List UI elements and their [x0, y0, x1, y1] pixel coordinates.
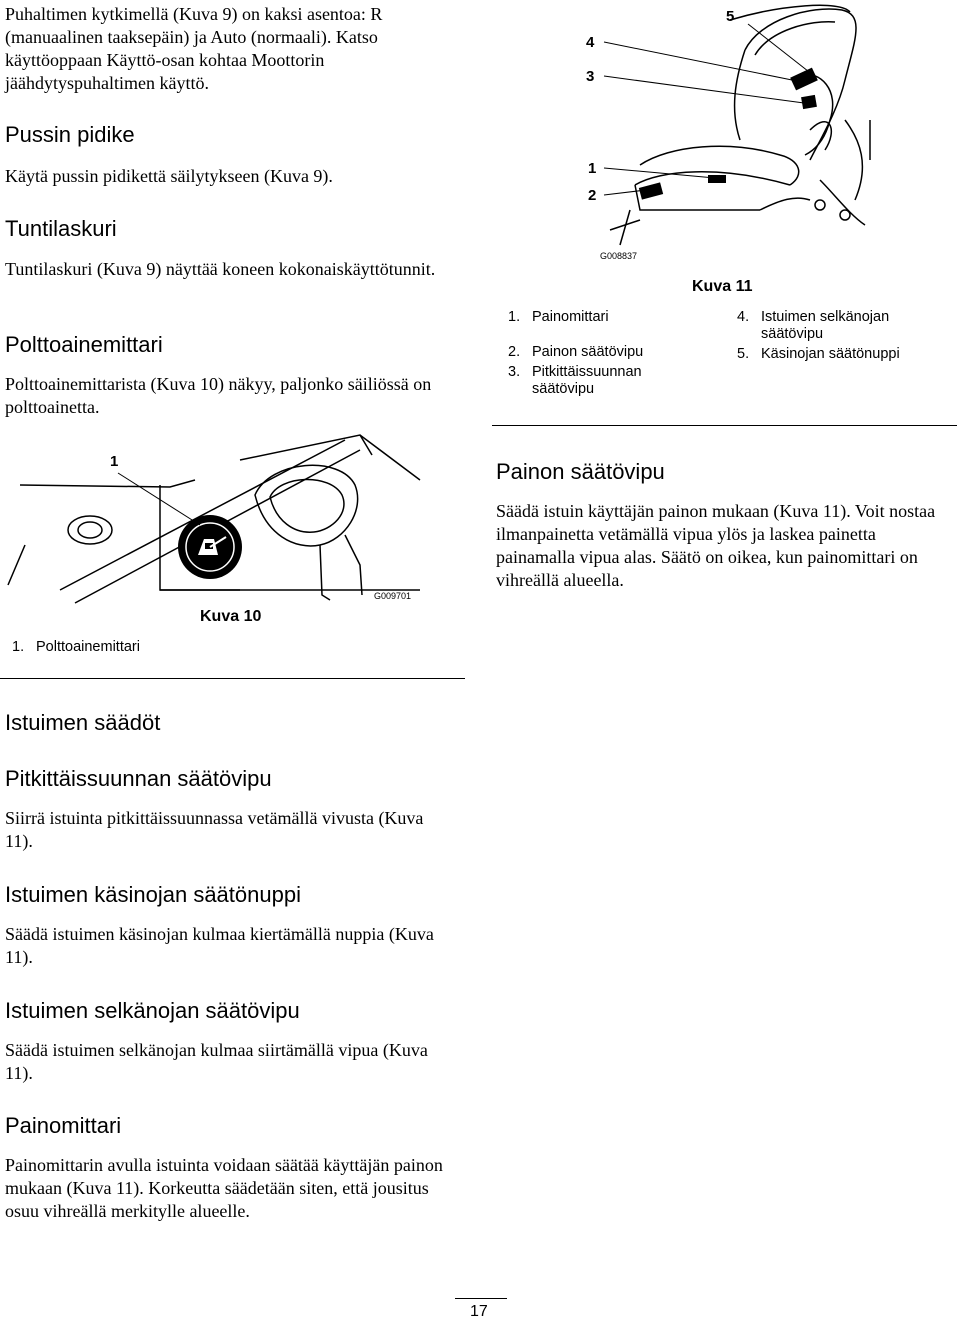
section-text-fuel-gauge: Polttoainemittarista (Kuva 10) näkyy, paljonko säiliössä on polttoainetta.: [5, 374, 432, 417]
section-heading-weight-gauge: Painomittari: [5, 1113, 122, 1138]
page-number-rule: [455, 1298, 507, 1299]
intro-paragraph: Puhaltimen kytkimellä (Kuva 9) on kaksi asentoa: R (manuaalinen taaksepäin) ja Auto (normaali). Katso käyttöoppaan Käyttö-osan kohtaa Moottorin jäähdytyspuhaltimen käyttö.: [5, 4, 383, 93]
legend-item: [508, 309, 728, 326]
section-heading-bag-holder: Pussin pidike: [5, 122, 135, 147]
legend-label: Painon säätövipu: [532, 344, 644, 360]
figure-11-callout-4: 4: [586, 34, 595, 51]
figure-10-code: G009701: [374, 591, 412, 601]
page-number: 17: [470, 1303, 488, 1320]
figure-11: [580, 0, 960, 270]
figure-11-callout-3: 3: [586, 68, 595, 85]
legend-label: Polttoainemittari: [36, 639, 140, 655]
section-heading-fore-aft-lever: Pitkittäissuunnan säätövipu: [5, 766, 272, 791]
figure-10-callout-1: 1: [110, 453, 119, 470]
legend-label: Pitkittäissuunnan säätövipu: [532, 364, 642, 397]
section-heading-backrest-lever: Istuimen selkänojan säätövipu: [5, 998, 300, 1023]
legend-number: 2.: [508, 344, 521, 360]
legend-item: [737, 346, 937, 363]
section-heading-armrest-knob: Istuimen käsinojan säätönuppi: [5, 882, 301, 907]
figure-11-code: G008837: [600, 251, 638, 261]
section-text-weight-lever: Säädä istuin käyttäjän painon mukaan (Kuva 11). Voit nostaa ilmanpainetta vetämällä vipua ylös ja laskea painetta painamalla vipua alas. Säätö on oikea, kun painomittari on vihreällä alueella.: [496, 501, 936, 590]
legend-number: 1.: [12, 639, 25, 655]
section-text-backrest-lever: Säädä istuimen selkänojan kulmaa siirtämällä vipua (Kuva 11).: [5, 1040, 428, 1083]
legend-number: 4.: [737, 309, 750, 325]
figure-11-legend-left: [508, 309, 728, 398]
figure-10: [0, 425, 470, 620]
section-heading-fuel-gauge: Polttoainemittari: [5, 332, 163, 357]
legend-label: Painomittari: [532, 309, 609, 325]
section-heading-weight-lever: Painon säätövipu: [496, 459, 665, 484]
section-heading-hour-meter: Tuntilaskuri: [5, 216, 117, 241]
divider: [0, 678, 465, 679]
legend-item: [508, 344, 728, 361]
legend-number: 5.: [737, 346, 750, 362]
legend-label: Käsinojan säätönuppi: [761, 346, 900, 362]
legend-label: Istuimen selkänojan säätövipu: [761, 309, 890, 342]
legend-number: 1.: [508, 309, 521, 325]
figure-11-callout-1: 1: [588, 160, 597, 177]
seat-illustration: [580, 0, 960, 270]
figure-11-caption: Kuva 11: [692, 278, 753, 295]
legend-number: 3.: [508, 364, 521, 380]
figure-10-caption: Kuva 10: [200, 608, 262, 625]
legend-item: [737, 309, 912, 343]
legend-item: [508, 364, 658, 398]
figure-11-callout-2: 2: [588, 187, 597, 204]
figure-11-callout-5: 5: [726, 8, 735, 25]
figure-11-legend-right: [737, 309, 937, 363]
section-text-armrest-knob: Säädä istuimen käsinojan kulmaa kiertämällä nuppia (Kuva 11).: [5, 924, 434, 967]
section-text-bag-holder: Käytä pussin pidikettä säilytykseen (Kuva 9).: [5, 166, 333, 186]
section-text-hour-meter: Tuntilaskuri (Kuva 9) näyttää koneen kokonaiskäyttötunnit.: [5, 259, 436, 279]
main-heading-seat-adjustments: Istuimen säädöt: [5, 710, 161, 735]
divider: [492, 425, 957, 426]
figure-10-legend-item: [12, 639, 140, 656]
section-text-fore-aft-lever: Siirrä istuinta pitkittäissuunnassa vetämällä vivusta (Kuva 11).: [5, 808, 424, 851]
section-text-weight-gauge: Painomittarin avulla istuinta voidaan säätää käyttäjän painon mukaan (Kuva 11). Korkeutta säädetään siten, että jousitus osuu vihreällä merkitylle alueelle.: [5, 1155, 443, 1221]
